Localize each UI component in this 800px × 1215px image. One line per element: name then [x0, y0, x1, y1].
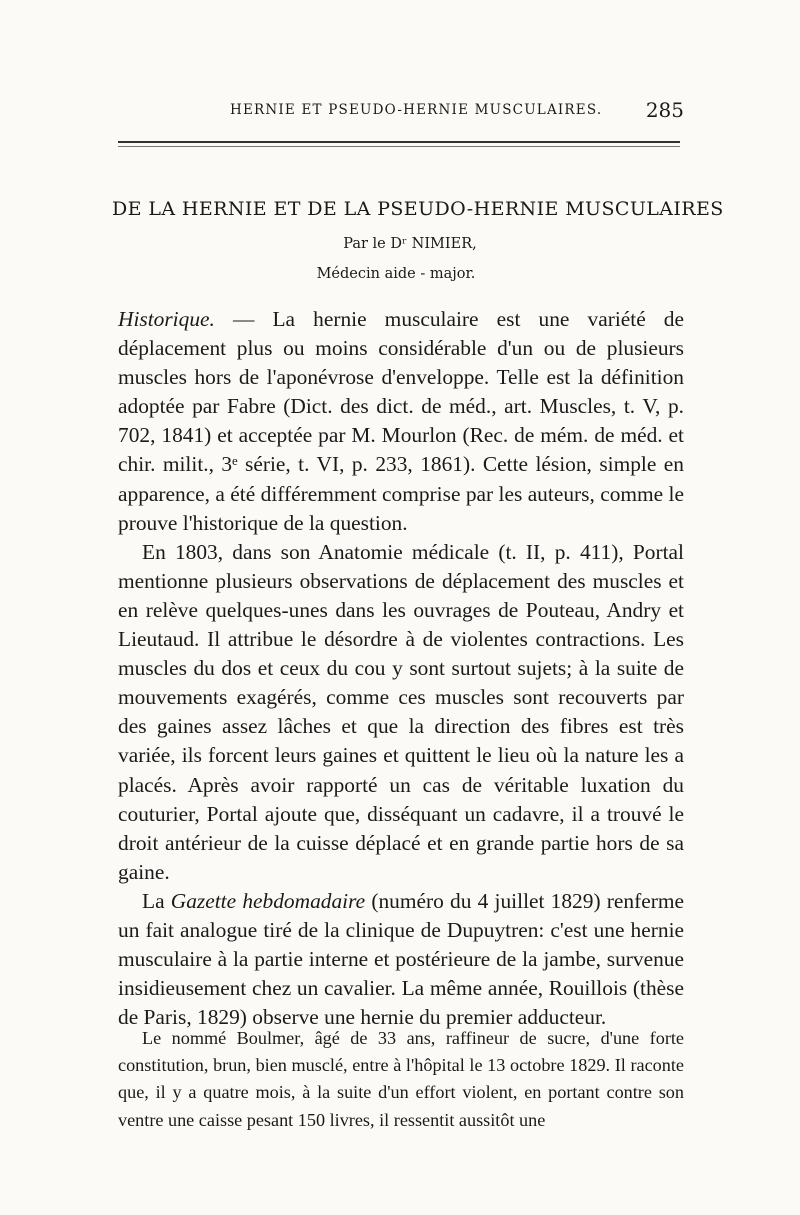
running-header — [118, 100, 684, 124]
paragraph-text: La — [142, 888, 165, 913]
article-title: DE LA HERNIE ET DE LA PSEUDO-HERNIE MUSCULAIRES — [112, 198, 724, 220]
paragraph-gazette — [118, 887, 684, 1032]
header-rule — [118, 141, 680, 143]
paragraph-portal: En 1803, dans son Anatomie médicale (t. II, p. 411), Portal mentionne plusieurs observations de déplacement des muscles et en relève quelques-unes dans les ouvrages de Pouteau, Andry et Lieutaud. Il attribue le désordre à de violentes contractions. Les muscles du dos et ceux du cou y sont surtout sujets; à la suite de mouvements exagérés, comme ces muscles sont recouverts par des gaines assez lâches et que la direction des fibres est très variée, ils forcent leurs gaines et quittent le lieu où la nature les a placés. Après avoir rapporté un cas de véritable luxation du couturier, Portal ajoute que, disséquant un cadavre, il a trouvé le droit antérieur de la cuisse déplacé et en grande partie hors de sa gaine. — [118, 539, 684, 884]
running-title: HERNIE ET PSEUDO-HERNIE MUSCULAIRES. — [230, 102, 603, 118]
paragraph-historique — [118, 305, 684, 538]
paragraph-case-boulmer: Le nommé Boulmer, âgé de 33 ans, raffineur de sucre, d'une forte constitution, brun, bien musclé, entre à l'hôpital le 13 octobre 1829. Il raconte que, il y a quatre mois, à la suite d'un effort violent, en portant contre son ventre une caisse pesant 150 livres, il ressentit aussitôt une — [118, 1028, 684, 1130]
author-byline: Par le Dʳ NIMIER, — [343, 236, 477, 252]
header-rule-thin — [118, 146, 680, 147]
article-body — [118, 305, 684, 1032]
paragraph-text: — La hernie musculaire est une variété de déplacement plus ou moins considérable d'un ou de plusieurs muscles hors de l'aponévrose d'enveloppe. Telle est la définition adoptée par Fabre (Dict. des dict. de méd., art. Muscles, t. V, p. 702, 1841) et acceptée par M. Mourlon (Rec. de mém. de méd. et chir. milit., 3ᵉ série, t. VI, p. 233, 1861). Cette lésion, simple en apparence, a été différemment comprise par les auteurs, comme le prouve l'historique de la question. — [118, 307, 684, 535]
author-rank: Médecin aide - major. — [316, 266, 476, 282]
case-report — [118, 1025, 684, 1134]
section-heading-historique: Historique. — [118, 307, 215, 331]
page-number: 285 — [645, 98, 684, 122]
paragraph-text: (numéro du 4 juillet 1829) renferme un fait analogue tiré de la clinique de Dupuytren: c'est une hernie musculaire à la partie interne et postérieure de la jambe, survenue insidieusement chez un cavalier. La même année, Rouillois (thèse de Paris, 1829) observe une hernie du premier adducteur. — [118, 888, 684, 1030]
journal-title: Gazette hebdomadaire — [170, 888, 366, 913]
